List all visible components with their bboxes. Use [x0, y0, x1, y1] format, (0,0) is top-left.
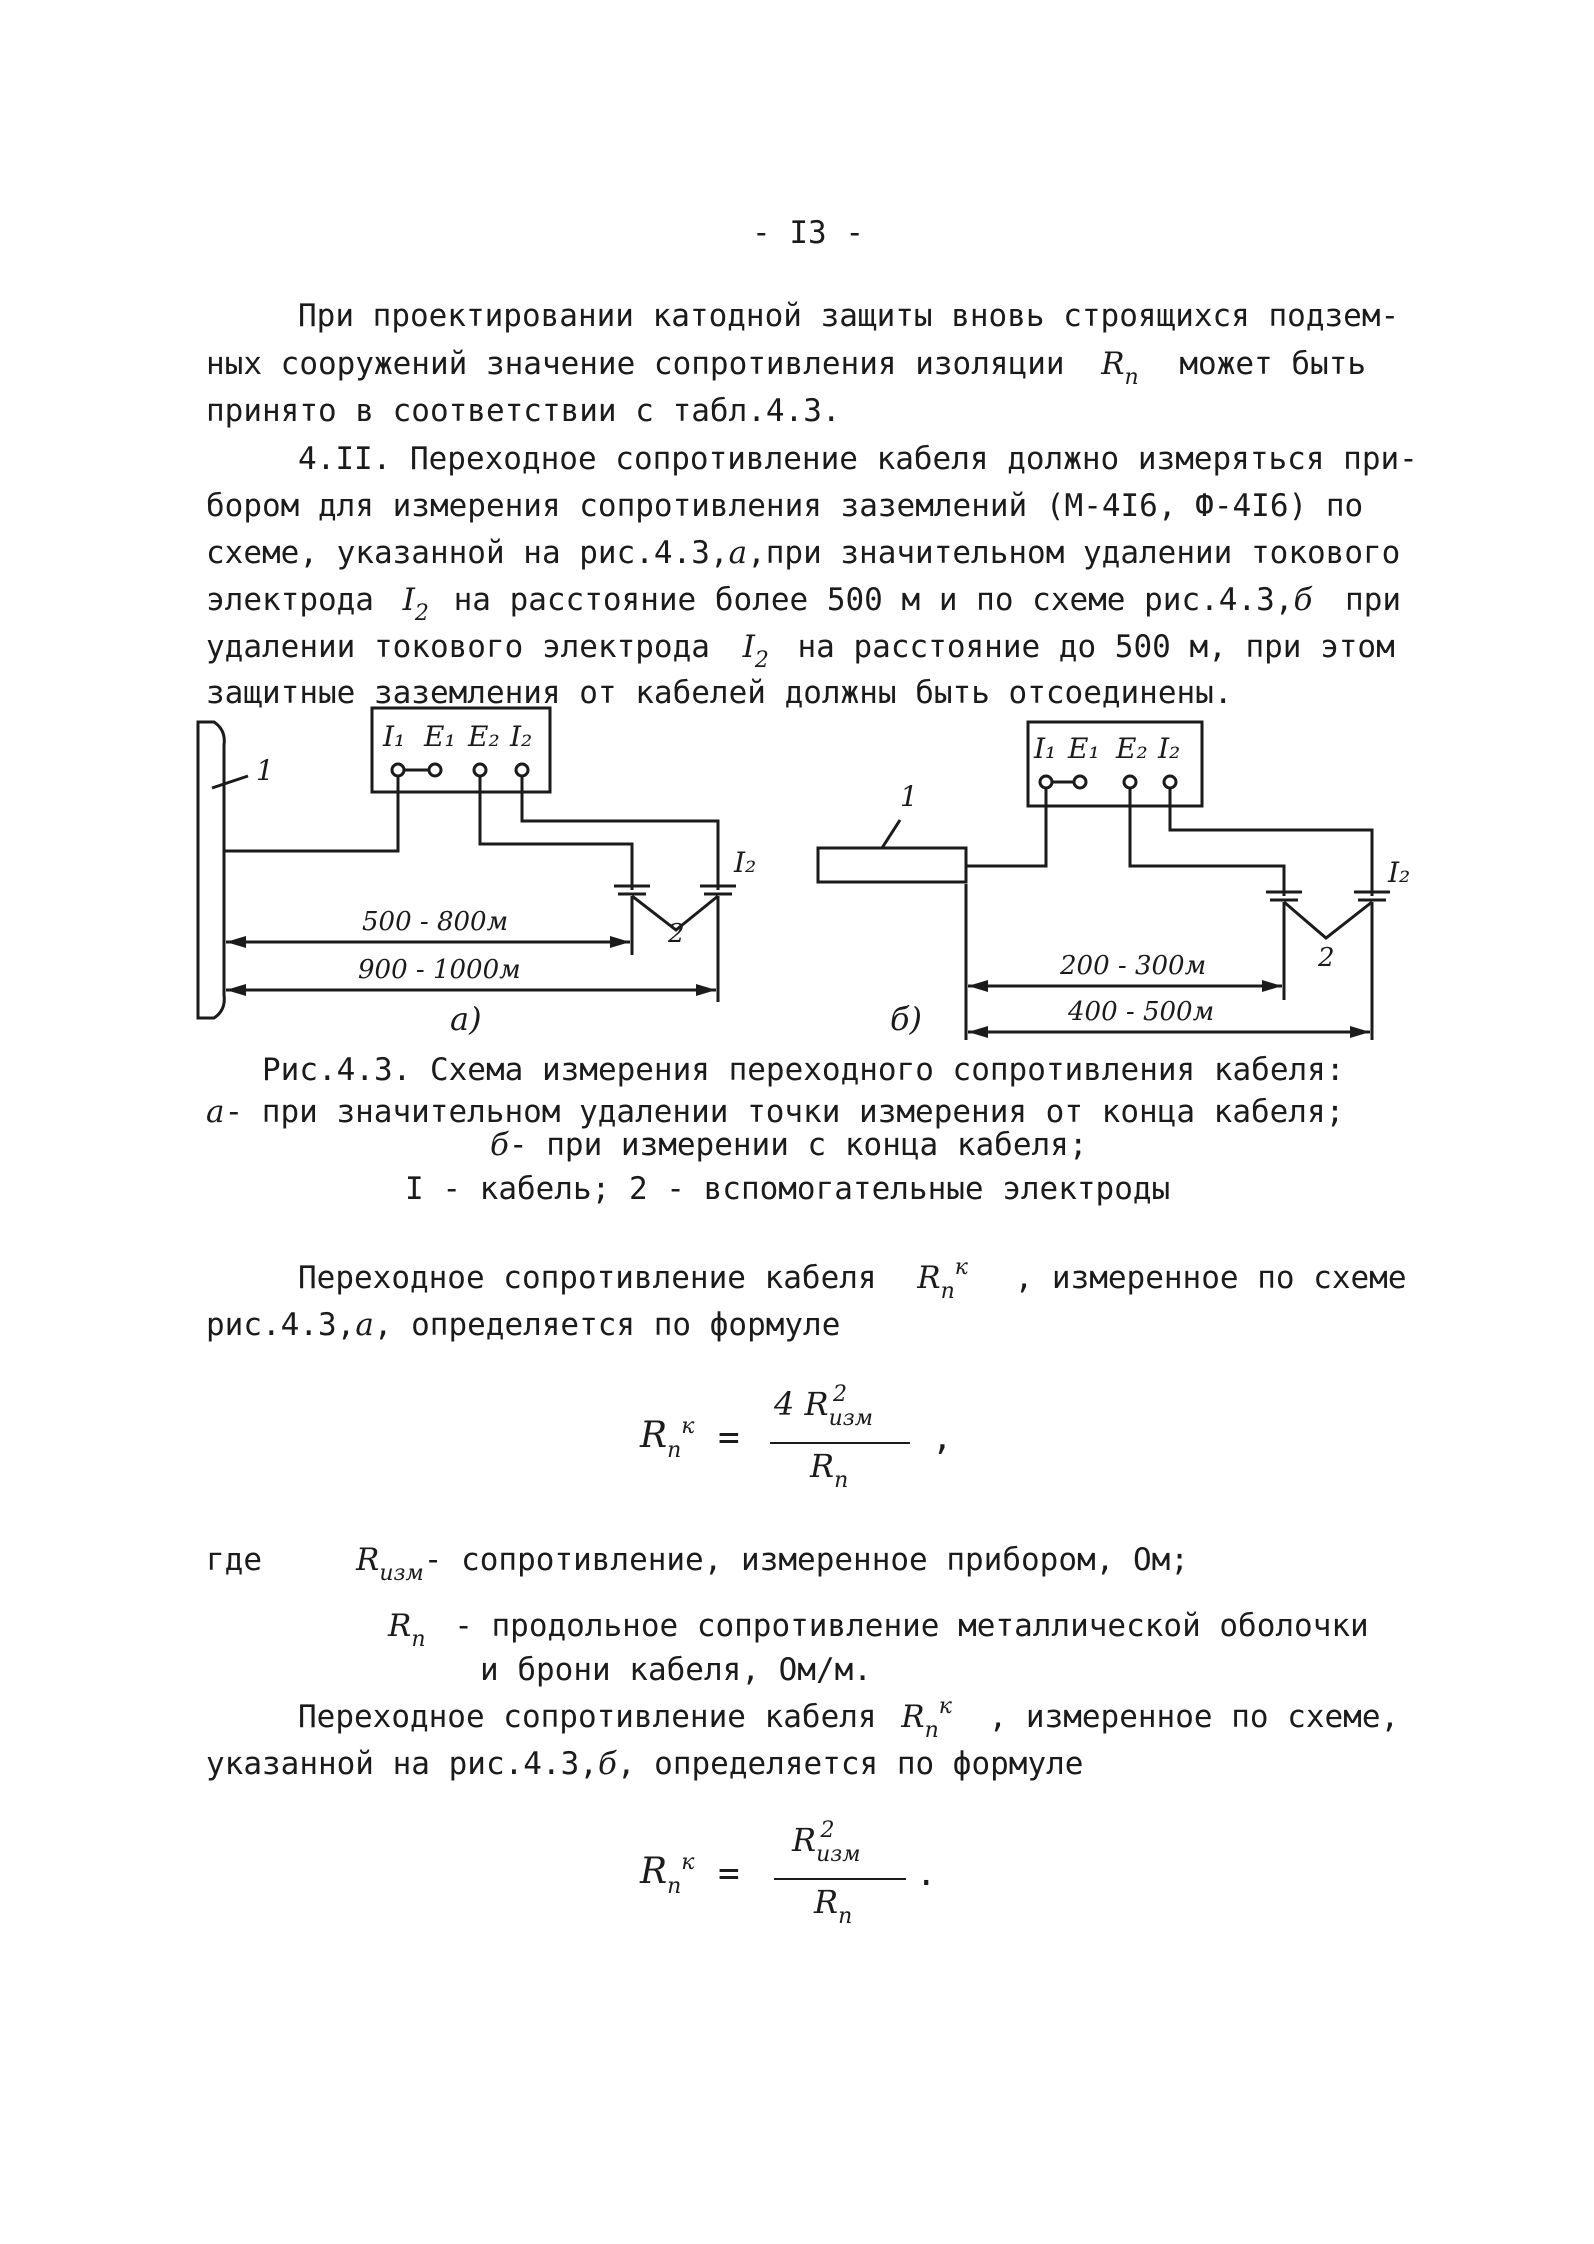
terminal-b-3 [1124, 776, 1136, 788]
sym-n: п [838, 1904, 853, 1929]
sym-i: I [402, 582, 415, 618]
sym-k: к [938, 1694, 952, 1719]
sym-n: п [924, 1718, 939, 1743]
intro-line-2b: может быть [1179, 346, 1367, 382]
para3-line-1b: , измеренное по схеме, [988, 1699, 1400, 1735]
sym-r: R [901, 1699, 925, 1735]
ref-b: б [1293, 582, 1313, 618]
f1-equals: = [718, 1417, 740, 1458]
sym-k: к [954, 1255, 968, 1280]
arrow-a-1l [226, 936, 246, 948]
intro-line-2a: ных сооружений значение сопротивления изоляции [206, 346, 1065, 382]
sym-r: R [640, 1415, 668, 1456]
cable-num-a: 1 [256, 754, 274, 787]
term-a-label-3: E₂ [468, 720, 500, 753]
caption-line-1: Рис.4.3. Схема измерения переходного сопротивления кабеля: [262, 1052, 1345, 1088]
i2-label-a: I₂ [734, 846, 757, 879]
panel-label-a: а) [450, 1000, 482, 1038]
ref-a: а [728, 535, 748, 571]
term-b-label-3: E₂ [1116, 732, 1148, 765]
f1-numerator [774, 1382, 874, 1431]
sym-n: п [834, 1468, 849, 1493]
para3-ref-b: б [597, 1746, 617, 1782]
i2-label-b: I₂ [1388, 856, 1411, 889]
cable-a [198, 722, 224, 1018]
where-def-1-text: - сопротивление, измеренное прибором, Ом; [423, 1542, 1189, 1578]
f1-denominator [810, 1446, 848, 1491]
where-def-2-text: - продольное сопротивление металлической оболочки [454, 1608, 1369, 1644]
p411-line-5a: удалении токового электрода [206, 629, 710, 665]
f2-lhs [640, 1852, 694, 1897]
caption-line-4: I - кабель; 2 - вспомогательные электроды [405, 1171, 1171, 1207]
symbol-rnk [917, 1255, 968, 1304]
sym-two: 2 [754, 648, 769, 673]
dim-a-label-2: 900 - 1000м [358, 955, 521, 985]
terminal-b-1 [1040, 776, 1052, 788]
p411-line-1: 4.II. Переходное сопротивление кабеля должно измеряться при- [298, 441, 1418, 477]
term-a-label-1: I₁ [383, 720, 406, 753]
para2-ref-a: а [355, 1307, 374, 1343]
intro-line-3: принято в соответствии с табл.4.3. [206, 393, 841, 429]
para2-line-2a: рис.4.3, [206, 1307, 356, 1343]
dim-b-label-1: 200 - 300м [1060, 951, 1207, 981]
cable-leader-b [882, 820, 900, 848]
dim-b-label-2: 400 - 500м [1068, 997, 1215, 1027]
para3-line-1 [298, 1694, 1400, 1743]
electrode-num-a: 2 [668, 919, 685, 949]
cable-leader-a [212, 776, 248, 788]
sym-n: п [411, 1627, 426, 1652]
sym-n: п [667, 1438, 682, 1463]
p411-line-3a: схеме, указанной на рис.4.3, [206, 535, 729, 571]
p411-line-2: бором для измерения сопротивления заземлений (М-4I6, Ф-4I6) по [206, 488, 1364, 524]
term-b-label-4: I₂ [1158, 732, 1181, 765]
sym-r: R [1101, 346, 1125, 382]
para3-line-2a: указанной на рис.4.3, [206, 1746, 598, 1782]
term-a-label-4: I₂ [510, 720, 533, 753]
where-def-2 [388, 1606, 1369, 1650]
formula-1 [640, 1380, 980, 1500]
sym-r: R [814, 1883, 839, 1921]
sym-two: 2 [833, 1382, 848, 1407]
formula-2 [640, 1810, 980, 1930]
sym-n: п [940, 1279, 955, 1304]
para3-line-1a: Переходное сопротивление кабеля [298, 1699, 877, 1735]
sym-n: п [1124, 365, 1139, 390]
term-b-label-1: I₁ [1034, 732, 1057, 765]
p411-line-4a: электрода [206, 582, 374, 618]
symbol-rnk-2 [901, 1694, 952, 1743]
term-a-label-2: E₁ [424, 720, 456, 753]
sym-k: к [681, 1850, 695, 1875]
terminal-b-2 [1074, 776, 1086, 788]
sym-two: 2 [414, 601, 429, 626]
arrow-b-1r [1262, 980, 1282, 992]
symbol-rn-def [388, 1608, 426, 1652]
f2-denominator [814, 1882, 852, 1927]
electrode-b-lead [1284, 902, 1372, 938]
para3-line-2 [206, 1744, 1083, 1784]
p411-line-3b: ,при значительном удалении токового [747, 535, 1401, 571]
p411-line-5b: на расстояние до 500 м, при этом [797, 629, 1395, 665]
para2-line-1a: Переходное сопротивление кабеля [298, 1260, 877, 1296]
para2-line-1 [298, 1255, 1407, 1304]
f2-equals: = [718, 1853, 740, 1894]
f1-fraction-bar [770, 1442, 910, 1444]
sym-r: R [917, 1260, 941, 1296]
para2-line-1b: , измеренное по схеме [1014, 1260, 1407, 1296]
caption-ref-b: б [490, 1127, 509, 1163]
sym-r: R [804, 1385, 829, 1423]
sym-r: R [810, 1447, 835, 1485]
arrow-b-2r [1350, 1026, 1370, 1038]
intro-line-1: При проектировании катодной защиты вновь строящихся подзем- [298, 298, 1400, 334]
f2-fraction-bar [774, 1878, 906, 1880]
where-def-1 [356, 1540, 1189, 1584]
terminal-a-3 [474, 764, 486, 776]
cable-num-b: 1 [900, 780, 918, 813]
sym-r: R [388, 1608, 412, 1644]
f2-numerator [792, 1818, 861, 1867]
para2-line-2 [206, 1305, 840, 1345]
sym-izm: изм [828, 1406, 874, 1431]
symbol-rizm [356, 1542, 424, 1586]
sym-r: R [792, 1821, 817, 1859]
wire-b-e2 [1130, 788, 1284, 896]
terminal-b-4 [1164, 776, 1176, 788]
wire-b-i2 [1170, 788, 1372, 896]
p411-line-4c: при [1345, 582, 1402, 618]
sym-r: R [640, 1851, 668, 1892]
para2-line-2b: , определяется по формуле [373, 1307, 841, 1343]
figure-4-3 [0, 0, 1594, 1060]
dim-a-label-1: 500 - 800м [362, 907, 509, 937]
sym-k: к [681, 1414, 695, 1439]
terminal-a-4 [516, 764, 528, 776]
para3-line-2b: , определяется по формуле [616, 1746, 1084, 1782]
cable-b [818, 848, 966, 882]
sym-i: I [742, 629, 755, 665]
arrow-b-2l [968, 1026, 988, 1038]
where-def-2b: и брони кабеля, Ом/м. [480, 1652, 872, 1688]
page-number: - I3 - [752, 215, 864, 251]
caption-ref-a: а [206, 1094, 225, 1130]
caption-line-2-text: - при значительном удалении точки измерения от конца кабеля; [224, 1094, 1345, 1130]
arrow-a-2r [696, 984, 716, 996]
f1-tail: , [932, 1418, 953, 1458]
terminal-a-1 [392, 764, 404, 776]
sym-four: 4 [774, 1385, 795, 1423]
sym-r: R [356, 1542, 380, 1578]
caption-line-3 [490, 1125, 1088, 1165]
arrow-a-2l [226, 984, 246, 996]
arrow-a-1r [610, 936, 630, 948]
sym-izm: изм [816, 1842, 861, 1867]
arrow-b-1l [968, 980, 988, 992]
sym-izm: изм [379, 1561, 424, 1586]
p411-line-6: защитные заземления от кабелей должны быть отсоединены. [206, 675, 1233, 711]
caption-line-3-text: - при измерении с конца кабеля; [508, 1127, 1088, 1163]
p411-line-4b: на расстояние более 500 м и по схеме рис.4.3, [453, 582, 1294, 618]
term-b-label-2: E₁ [1068, 732, 1100, 765]
panel-label-b: б) [890, 1000, 923, 1038]
f1-lhs [640, 1416, 694, 1461]
wire-b-i1 [966, 788, 1046, 866]
f2-tail: . [916, 1854, 937, 1894]
sym-n: п [667, 1874, 682, 1899]
terminal-a-2 [429, 764, 441, 776]
electrode-num-b: 2 [1318, 943, 1335, 973]
where-label: где [206, 1542, 262, 1578]
sym-two: 2 [820, 1818, 835, 1843]
